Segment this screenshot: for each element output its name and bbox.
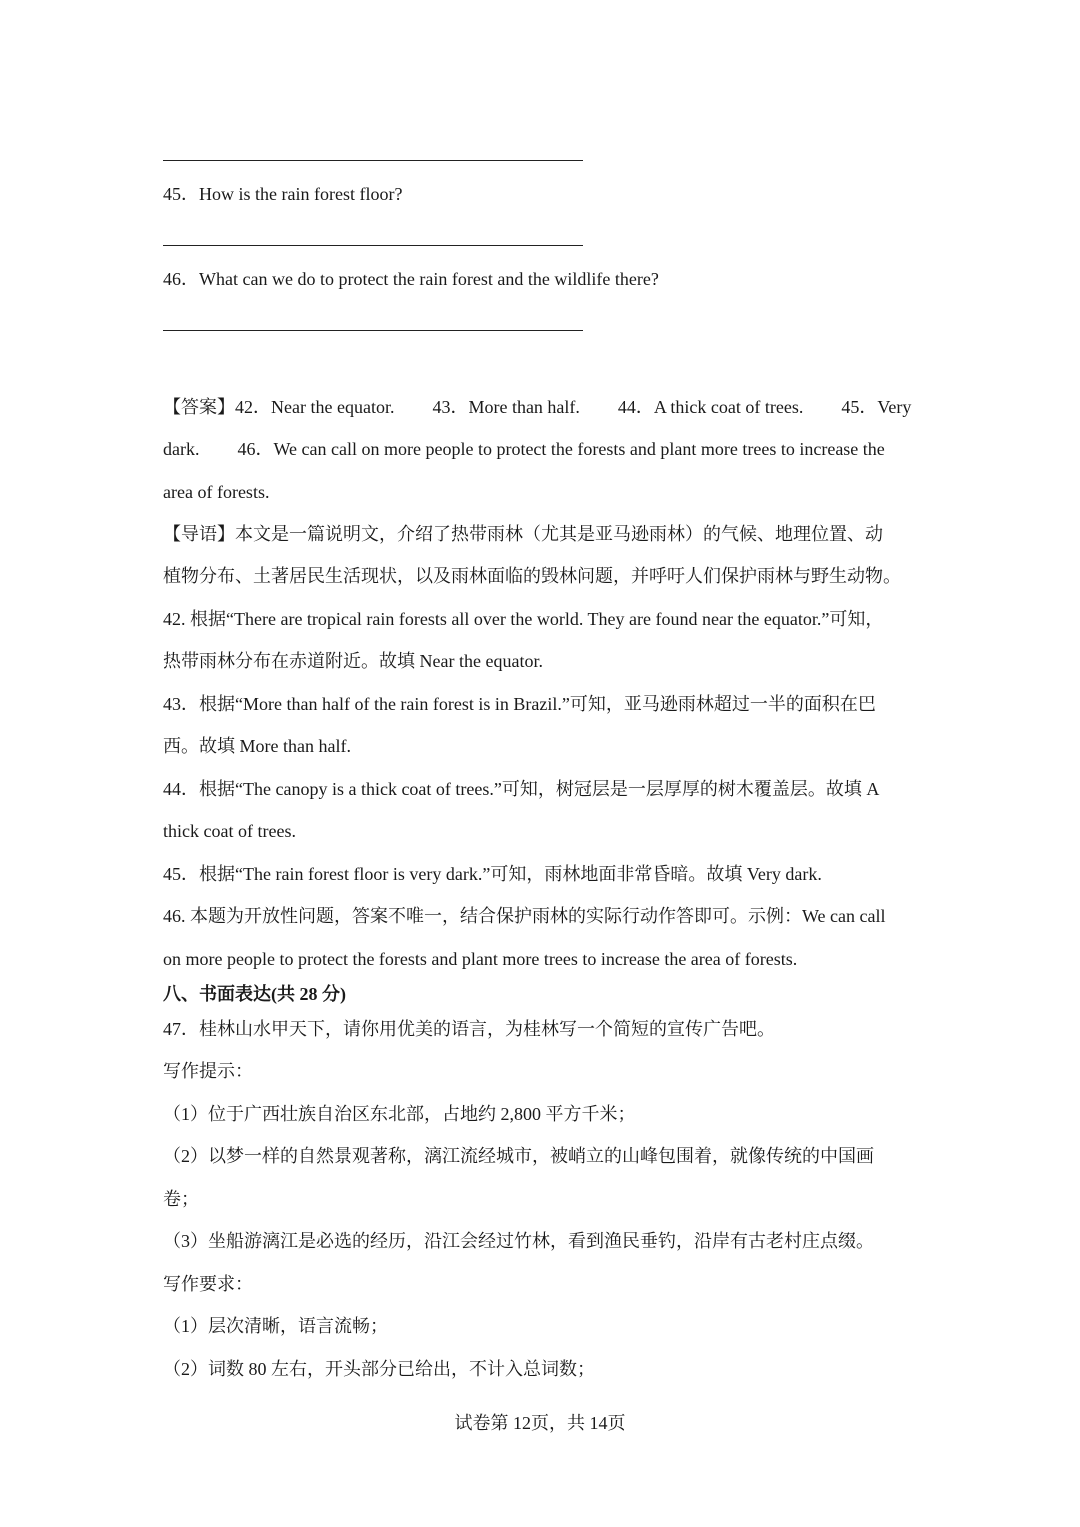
requirement-1: （1）层次清晰，语言流畅； bbox=[163, 1316, 388, 1336]
answer-line-1 bbox=[163, 394, 923, 420]
explanation-43-line-2: 西。故填 More than half. bbox=[163, 736, 351, 756]
answer-blank-46 bbox=[163, 330, 583, 331]
answer-46: 46．We can call on more people to protect the forests and plant more trees to increase the bbox=[237, 439, 885, 459]
explanation-44-line-2: thick coat of trees. bbox=[163, 821, 296, 841]
hint-3: （3）坐船游漓江是必选的经历，沿江会经过竹林，看到渔民垂钓，沿岸有古老村庄点缀。 bbox=[163, 1231, 874, 1251]
requirement-2: （2）词数 80 左右，开头部分已给出，不计入总词数； bbox=[163, 1359, 595, 1379]
answer-line-3: area of forests. bbox=[163, 482, 270, 502]
writing-requirements-label: 写作要求： bbox=[163, 1274, 253, 1294]
question-47: 47．桂林山水甲天下，请你用优美的语言，为桂林写一个简短的宣传广告吧。 bbox=[163, 1019, 775, 1039]
guide-line-2: 植物分布、土著居民生活现状，以及雨林面临的毁林问题，并呼吁人们保护雨林与野生动物。 bbox=[163, 566, 901, 586]
question-46: 46．What can we do to protect the rain forest and the wildlife there? bbox=[163, 269, 659, 289]
page-footer: 试卷第 12页，共 14页 bbox=[454, 1413, 626, 1433]
explanation-46-line-2: on more people to protect the forests and plant more trees to increase the area of forests. bbox=[163, 949, 798, 969]
question-45: 45．How is the rain forest floor? bbox=[163, 184, 403, 204]
hint-1: （1）位于广西壮族自治区东北部，占地约 2,800 平方千米； bbox=[163, 1104, 636, 1124]
explanation-44-line-1: 44．根据“The canopy is a thick coat of trees.”可知，树冠层是一层厚厚的树木覆盖层。故填 A bbox=[163, 779, 880, 799]
guide-line-1: 【导语】本文是一篇说明文，介绍了热带雨林（尤其是亚马逊雨林）的气候、地理位置、动 bbox=[163, 524, 883, 544]
writing-hints-label: 写作提示： bbox=[163, 1061, 253, 1081]
answer-line-2 bbox=[163, 436, 923, 462]
hint-2-line-1: （2）以梦一样的自然景观著称，漓江流经城市，被峭立的山峰包围着，就像传统的中国画 bbox=[163, 1146, 874, 1166]
explanation-42-line-2: 热带雨林分布在赤道附近。故填 Near the equator. bbox=[163, 651, 543, 671]
answer-blank-44 bbox=[163, 160, 583, 161]
explanation-45: 45．根据“The rain forest floor is very dark.”可知，雨林地面非常昏暗。故填 Very dark. bbox=[163, 864, 822, 884]
hint-2-line-2: 卷； bbox=[163, 1189, 199, 1209]
answer-42: 42．Near the equator. bbox=[235, 397, 395, 417]
answer-44: 44．A thick coat of trees. bbox=[617, 397, 804, 417]
answer-label: 【答案】 bbox=[163, 397, 235, 417]
section-8-title: 八、书面表达(共 28 分) bbox=[163, 984, 346, 1004]
explanation-42-line-1: 42. 根据“There are tropical rain forests all over the world. They are found near the equator.”可知， bbox=[163, 609, 884, 629]
explanation-46-line-1: 46. 本题为开放性问题，答案不唯一，结合保护雨林的实际行动作答即可。示例：We can call bbox=[163, 906, 886, 926]
explanation-43-line-1: 43．根据“More than half of the rain forest is in Brazil.”可知，亚马逊雨林超过一半的面积在巴 bbox=[163, 694, 876, 714]
answer-45-cont: dark. bbox=[163, 439, 200, 459]
answer-45: 45．Very bbox=[841, 397, 912, 417]
answer-43: 43．More than half. bbox=[432, 397, 580, 417]
answer-blank-45 bbox=[163, 245, 583, 246]
